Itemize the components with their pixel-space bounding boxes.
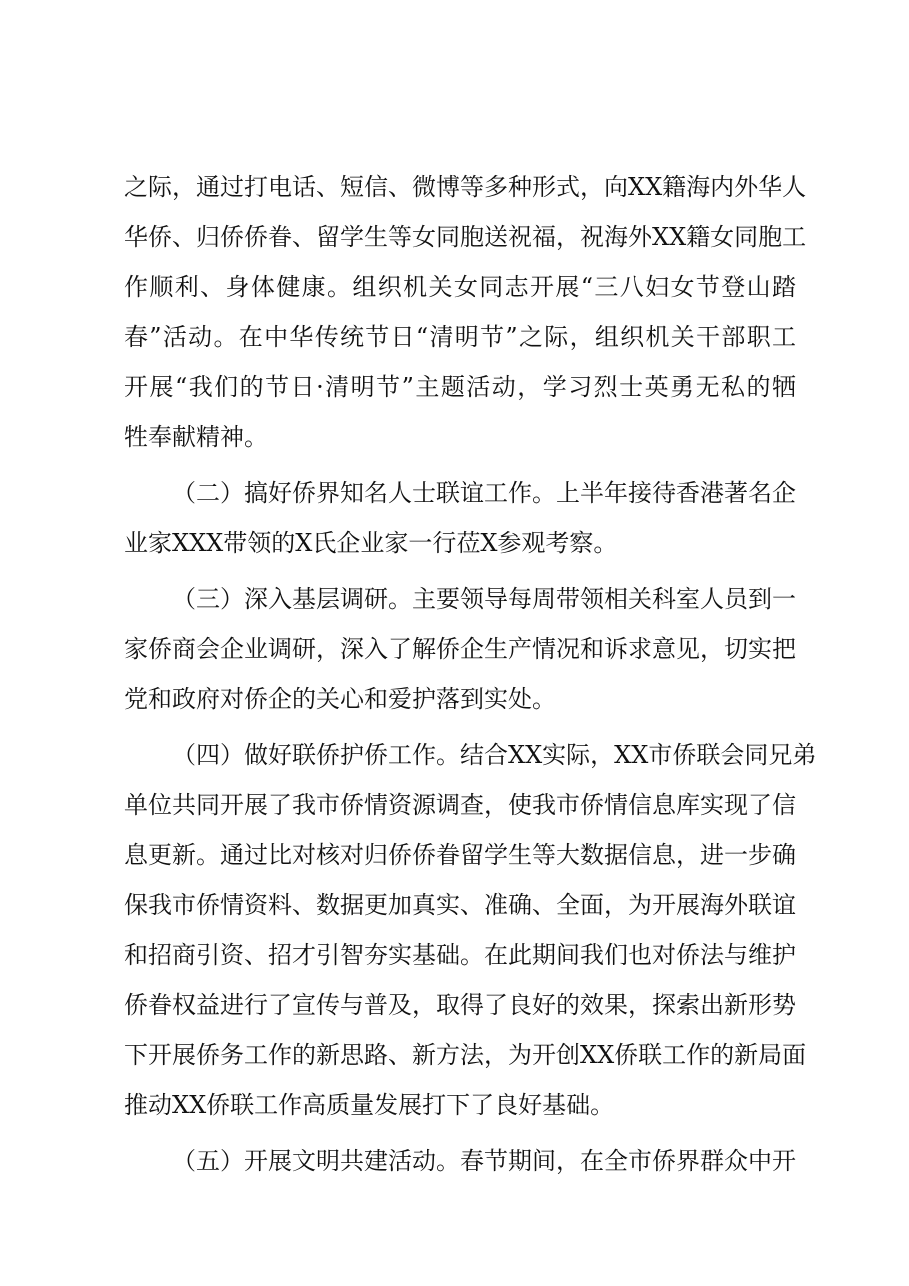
text-line: 党和政府对侨企的关心和爱护落到实处。 [124,685,556,713]
text-line: 业家XXX带领的X氏企业家一行莅X参观考察。 [124,529,618,557]
text-line: 和招商引资、招才引智夯实基础。在此期间我们也对侨法与维护 [124,941,796,969]
text-line: 侨眷权益进行了宣传与普及，取得了良好的效果，探索出新形势 [124,991,796,1019]
text-line: 家侨商会企业调研，深入了解侨企生产情况和诉求意见，切实把 [124,635,796,663]
paragraph-5 [124,1136,796,1186]
paragraph-1 [124,162,807,462]
text-line: 下开展侨务工作的新思路、新方法，为开创XX侨联工作的新局面 [124,1041,807,1069]
text-line: （二）搞好侨界知名人士联谊工作。上半年接待香港著名企 [172,479,796,507]
text-line: 保我市侨情资料、数据更加真实、准确、全面，为开展海外联谊 [124,891,796,919]
text-line: （五）开展文明共建活动。春节期间，在全市侨界群众中开 [172,1147,796,1175]
text-line: 作顺利、身体健康。组织机关女同志开展“三八妇女节登山踏 [124,273,796,301]
paragraph-3 [124,574,796,724]
text-line: 牲奉献精神。 [124,423,268,451]
text-line: （三）深入基层调研。主要领导每周带领相关科室人员到一 [172,585,796,613]
text-line: 单位共同开展了我市侨情资源调查，使我市侨情信息库实现了信 [124,791,796,819]
text-line: 开展“我们的节日·清明节”主题活动，学习烈士英勇无私的牺 [124,373,796,401]
text-line: 推动XX侨联工作高质量发展打下了良好基础。 [124,1091,615,1119]
text-line: 之际，通过打电话、短信、微博等多种形式，向XX籍海内外华人 [124,173,807,201]
paragraph-2 [124,468,796,568]
text-line: （四）做好联侨护侨工作。结合XX实际，XX市侨联会同兄弟 [172,741,817,769]
text-line: 华侨、归侨侨眷、留学生等女同胞送祝福，祝海外XX籍女同胞工 [124,223,807,251]
text-line: 春”活动。在中华传统节日“清明节”之际，组织机关干部职工 [124,323,796,351]
paragraph-4 [124,730,817,1130]
document-body [124,162,817,1186]
text-line: 息更新。通过比对核对归侨侨眷留学生等大数据信息，进一步确 [124,841,796,869]
